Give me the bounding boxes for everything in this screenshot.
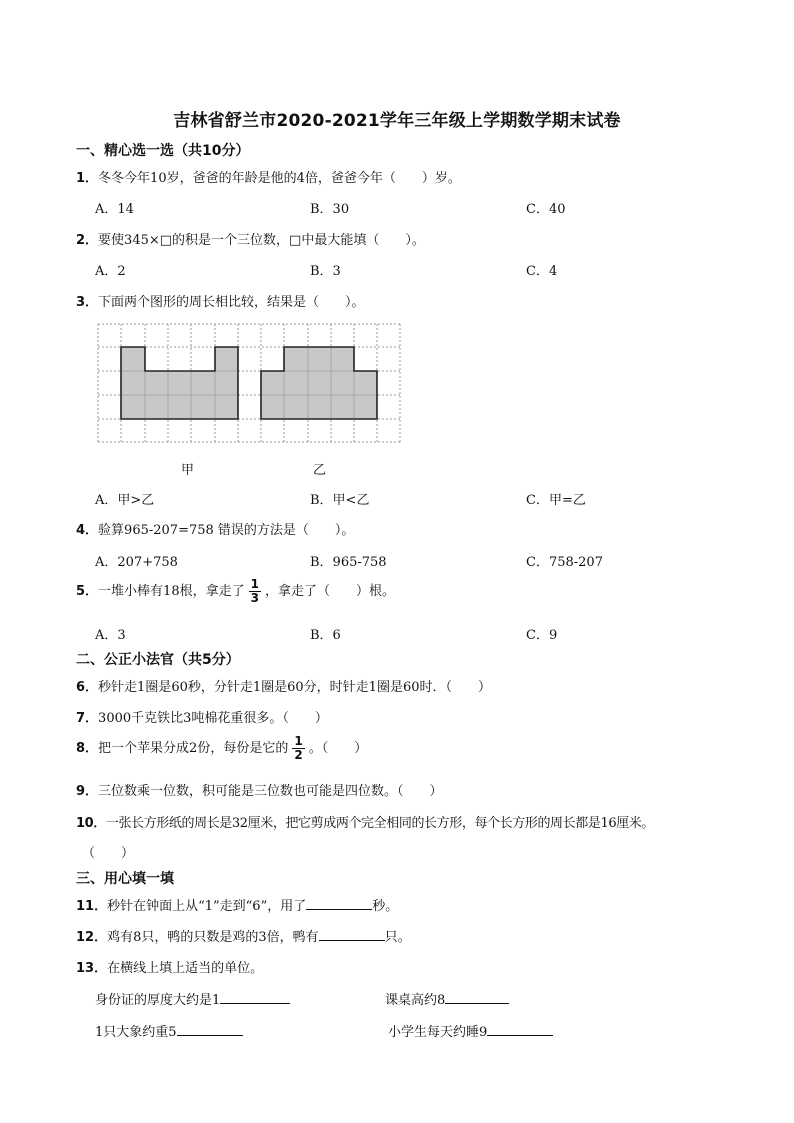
q1-option-a: A．14 [95, 202, 134, 217]
q13-item-elephant [95, 1021, 243, 1040]
question-5 [76, 578, 395, 605]
question-2 [76, 229, 425, 248]
question-text-end: 。（ ） [308, 741, 368, 756]
question-text: 验算965-207=758 错误的方法是（ ）。 [98, 523, 355, 538]
answer-blank[interactable] [220, 991, 290, 1004]
question-7 [76, 707, 328, 726]
q2-option-b: B．3 [310, 264, 341, 279]
question-10 [76, 812, 654, 831]
item-text: 小学生每天约睡9 [388, 1025, 488, 1040]
question-number: 12． [76, 930, 108, 945]
question-text: 秒针走1圈是60秒，分针走1圈是60分，时针走1圈是60时．（ ） [98, 680, 491, 695]
question-text: 三位数乘一位数，积可能是三位数也可能是四位数。（ ） [98, 784, 443, 799]
q5-option-c: C．9 [526, 628, 558, 643]
page-title: 吉林省舒兰市2020-2021学年三年级上学期数学期末试卷 [173, 111, 621, 131]
section-heading-fill: 三、用心填一填 [76, 871, 174, 887]
question-10-bracket: （ ） [82, 846, 135, 861]
question-number: 1． [76, 171, 99, 186]
question-3 [76, 291, 365, 310]
question-number: 5． [76, 584, 99, 599]
q13-item-desk [385, 989, 509, 1008]
q3-option-b: B．甲<乙 [310, 493, 370, 508]
question-text: 鸡有8只，鸭的只数是鸡的3倍，鸭有 [107, 930, 319, 945]
q1-option-b: B．30 [310, 202, 350, 217]
question-number: 7． [76, 711, 99, 726]
q1-option-c: C．40 [526, 202, 566, 217]
question-text-end: ，拿走了（ ）根。 [264, 584, 395, 599]
q2-option-c: C．4 [526, 264, 558, 279]
question-1 [76, 167, 461, 186]
question-8 [76, 735, 367, 762]
question-number: 11． [76, 899, 108, 914]
fraction-one-third: $\frac{1}{3}$ [250, 577, 259, 605]
question-number: 3． [76, 295, 99, 310]
question-number: 8． [76, 741, 99, 756]
answer-blank[interactable] [306, 897, 372, 910]
question-text-end: 秒。 [372, 899, 399, 914]
q4-option-b: B．965-758 [310, 555, 387, 570]
question-text: 3000千克铁比3吨棉花重很多。（ ） [98, 711, 328, 726]
item-text: 身份证的厚度大约是1 [95, 993, 221, 1008]
question-text: 冬冬今年10岁，爸爸的年龄是他的4倍，爸爸今年（ ）岁。 [98, 171, 461, 186]
q13-item-sleep [388, 1021, 553, 1040]
question-number: 6． [76, 680, 99, 695]
question-text: 要使345×□的积是一个三位数，□中最大能填（ ）。 [98, 233, 425, 248]
shape-yi [261, 347, 377, 419]
answer-blank[interactable] [487, 1023, 553, 1036]
question-4 [76, 519, 354, 538]
question-11 [76, 895, 398, 914]
q5-option-b: B．6 [310, 628, 341, 643]
fraction-one-half: $\frac{1}{2}$ [294, 734, 303, 762]
question-number: 9． [76, 784, 99, 799]
question-text-end: 只。 [384, 930, 411, 945]
q13-item-id-card [95, 989, 290, 1008]
q4-option-c: C．758-207 [526, 555, 603, 570]
item-text: 课桌高约8 [385, 993, 446, 1008]
q4-option-a: A．207+758 [95, 555, 178, 570]
question-6 [76, 676, 491, 695]
answer-blank[interactable] [445, 991, 509, 1004]
question-text: 秒针在钟面上从“1”走到“6”，用了 [107, 899, 307, 914]
question-number: 13． [76, 961, 108, 976]
answer-blank[interactable] [319, 928, 385, 941]
figure-label-yi: 乙 [313, 463, 327, 478]
question-text: 在横线上填上适当的单位。 [107, 961, 264, 976]
question-text: 把一个苹果分成2份，每份是它的 [98, 741, 289, 756]
question-number: 2． [76, 233, 99, 248]
shape-jia [121, 347, 238, 419]
answer-blank[interactable] [177, 1023, 243, 1036]
q5-option-a: A．3 [95, 628, 126, 643]
figure-label-jia: 甲 [181, 463, 195, 478]
question-13 [76, 957, 263, 976]
question-12 [76, 926, 411, 945]
perimeter-grid-figure [96, 322, 402, 444]
question-text: 一堆小棒有18根，拿走了 [98, 584, 245, 599]
question-9 [76, 780, 443, 799]
question-number: 4． [76, 523, 99, 538]
question-text: 下面两个图形的周长相比较，结果是（ ）。 [98, 295, 365, 310]
q3-option-a: A．甲>乙 [95, 493, 155, 508]
q2-option-a: A．2 [95, 264, 126, 279]
question-number: 10． [76, 816, 106, 831]
section-heading-choice: 一、精心选一选（共10分） [76, 143, 250, 159]
section-heading-judge: 二、公正小法官（共5分） [76, 652, 240, 668]
question-text: 一张长方形纸的周长是32厘米，把它剪成两个完全相同的长方形，每个长方形的周长都是16厘米。 [105, 816, 654, 831]
item-text: 1只大象约重5 [95, 1025, 177, 1040]
q3-option-c: C．甲=乙 [526, 493, 586, 508]
